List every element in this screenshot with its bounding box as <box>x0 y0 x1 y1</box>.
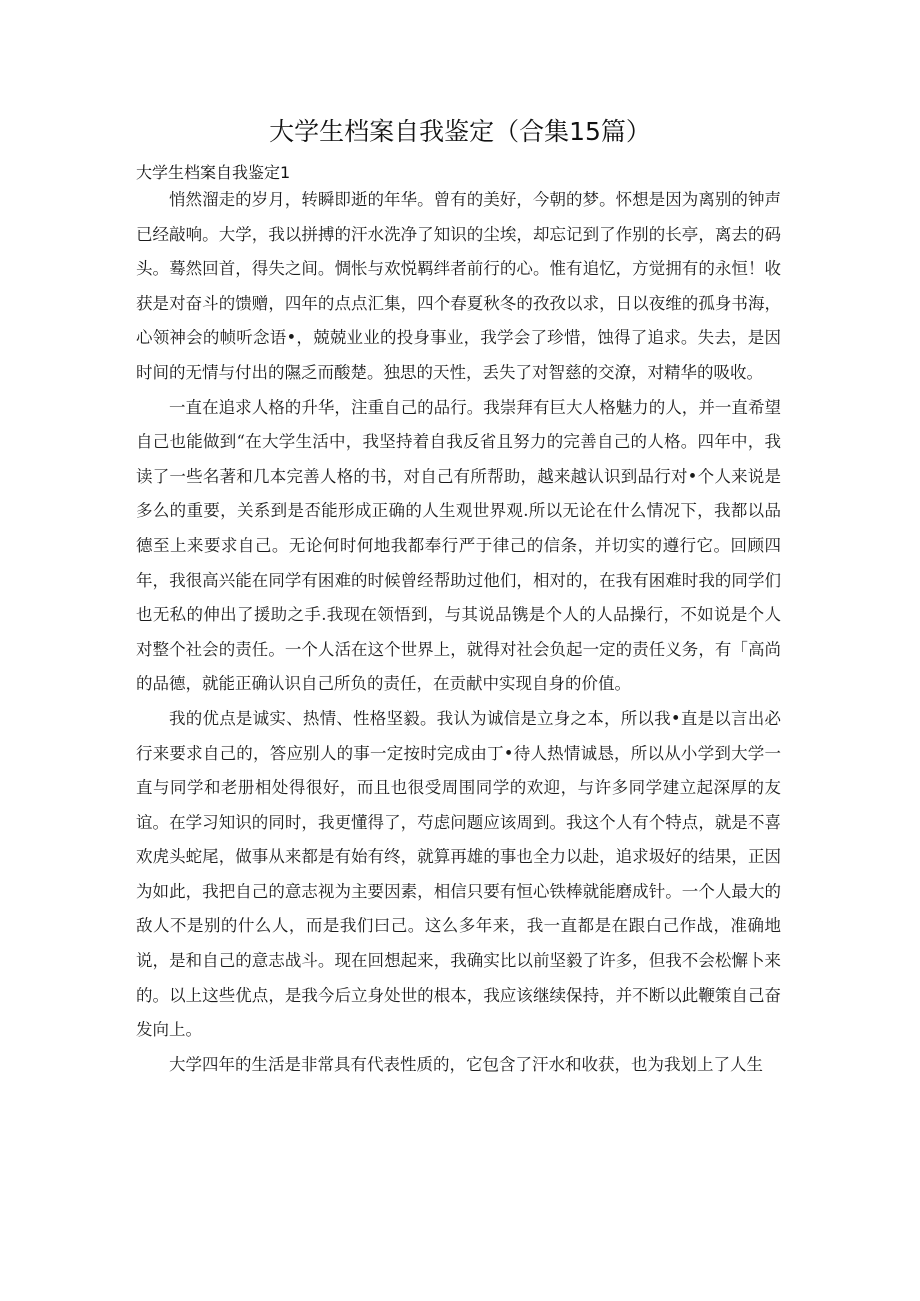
paragraph: 我的优点是诚实、热情、性格坚毅。我认为诚信是立身之本，所以我•直是以言出必行来要求自己的，答应别人的事一定按时完成由丁•待人热情诚恳，所以从小学到大学一直与同学和老册相处得很好，而且也很受周围同学的欢迎，与许多同学建立起深厚的友谊。在学习知识的同时，我更懂得了，芍虑问题应该周到。我这个人有个特点，就是不喜欢虎头蛇尾，做事从来都是有始有终，就算再雄的事也全力以赴，追求圾好的结果，正因为如此，我把自己的意志视为主要因素，相信只要有恒心铁棒就能磨成针。一个人最大的敌人不是别的什么人，而是我们曰己。这么多年来，我一直都是在跟白己作战，准确地说，是和自己的意志战斗。现在回想起来，我确实比以前坚毅了许多，但我不会松懈卜来的。以上这些优点，是我今后立身处世的根本，我应该继续保持，并不断以此鞭策自己奋发向上。 <box>136 708 781 1040</box>
section-heading: 大学生档案自我鉴定1 <box>136 163 291 182</box>
document-title: 大学生档案自我鉴定（合集15篇） <box>269 117 651 146</box>
document-body <box>136 183 781 1082</box>
paragraph: 一直在追求人格的升华，注重自己的品行。我崇拜有巨大人格魅力的人，并一直希望自己也能做到“在大学生活中，我坚持着自我反省且努力的完善自己的人格。四年中，我读了一些名著和几本完善人格的书，对自己有所帮助，越来越认识到品行对•个人来说是多么的重要，关系到是否能形成正确的人生观世界观.所以无论在什么情况下，我都以品德至上来要求自己。无论何时何地我都奉行严于律己的信条，并切实的遵行它。回顾四年，我很高兴能在同学有困难的时候曾经帮助过他们，相对的，在我有困难时我的同学们也无私的伸出了援助之手.我现在领悟到，与其说品镌是个人的人品操行，不如说是个人对整个社会的责任。一个人活在这个世界上，就得对社会负起一定的责任义务，有「高尚的品德，就能正确认识自己所负的责任，在贡献中实现自身的价值。 <box>136 397 781 694</box>
paragraph: 大学四年的生活是非常具有代表性质的，它包含了汗水和收获，也为我划上了人生 <box>169 1054 763 1074</box>
paragraph: 悄然溜走的岁月，转瞬即逝的年华。曾有的美好，今朝的梦。怀想是因为离别的钟声已经敲响。大学，我以拼搏的汗水洗净了知识的尘埃，却忘记到了作别的长亭，离去的码头。蓦然回首，得失之间。惆怅与欢悦羁绊者前行的心。惟有追忆，方觉拥有的永恒！收获是对奋斗的馈赠，四年的点点汇集，四个春夏秋冬的孜孜以求，日以夜维的孤身书海，心领神会的帧听念语•，兢兢业业的投身事业，我学会了珍惜，蚀得了追求。失去，是因时间的无情与付出的隰乏而酸楚。独思的天性，丢失了对智慈的交潦，对精华的吸收。 <box>136 190 781 382</box>
